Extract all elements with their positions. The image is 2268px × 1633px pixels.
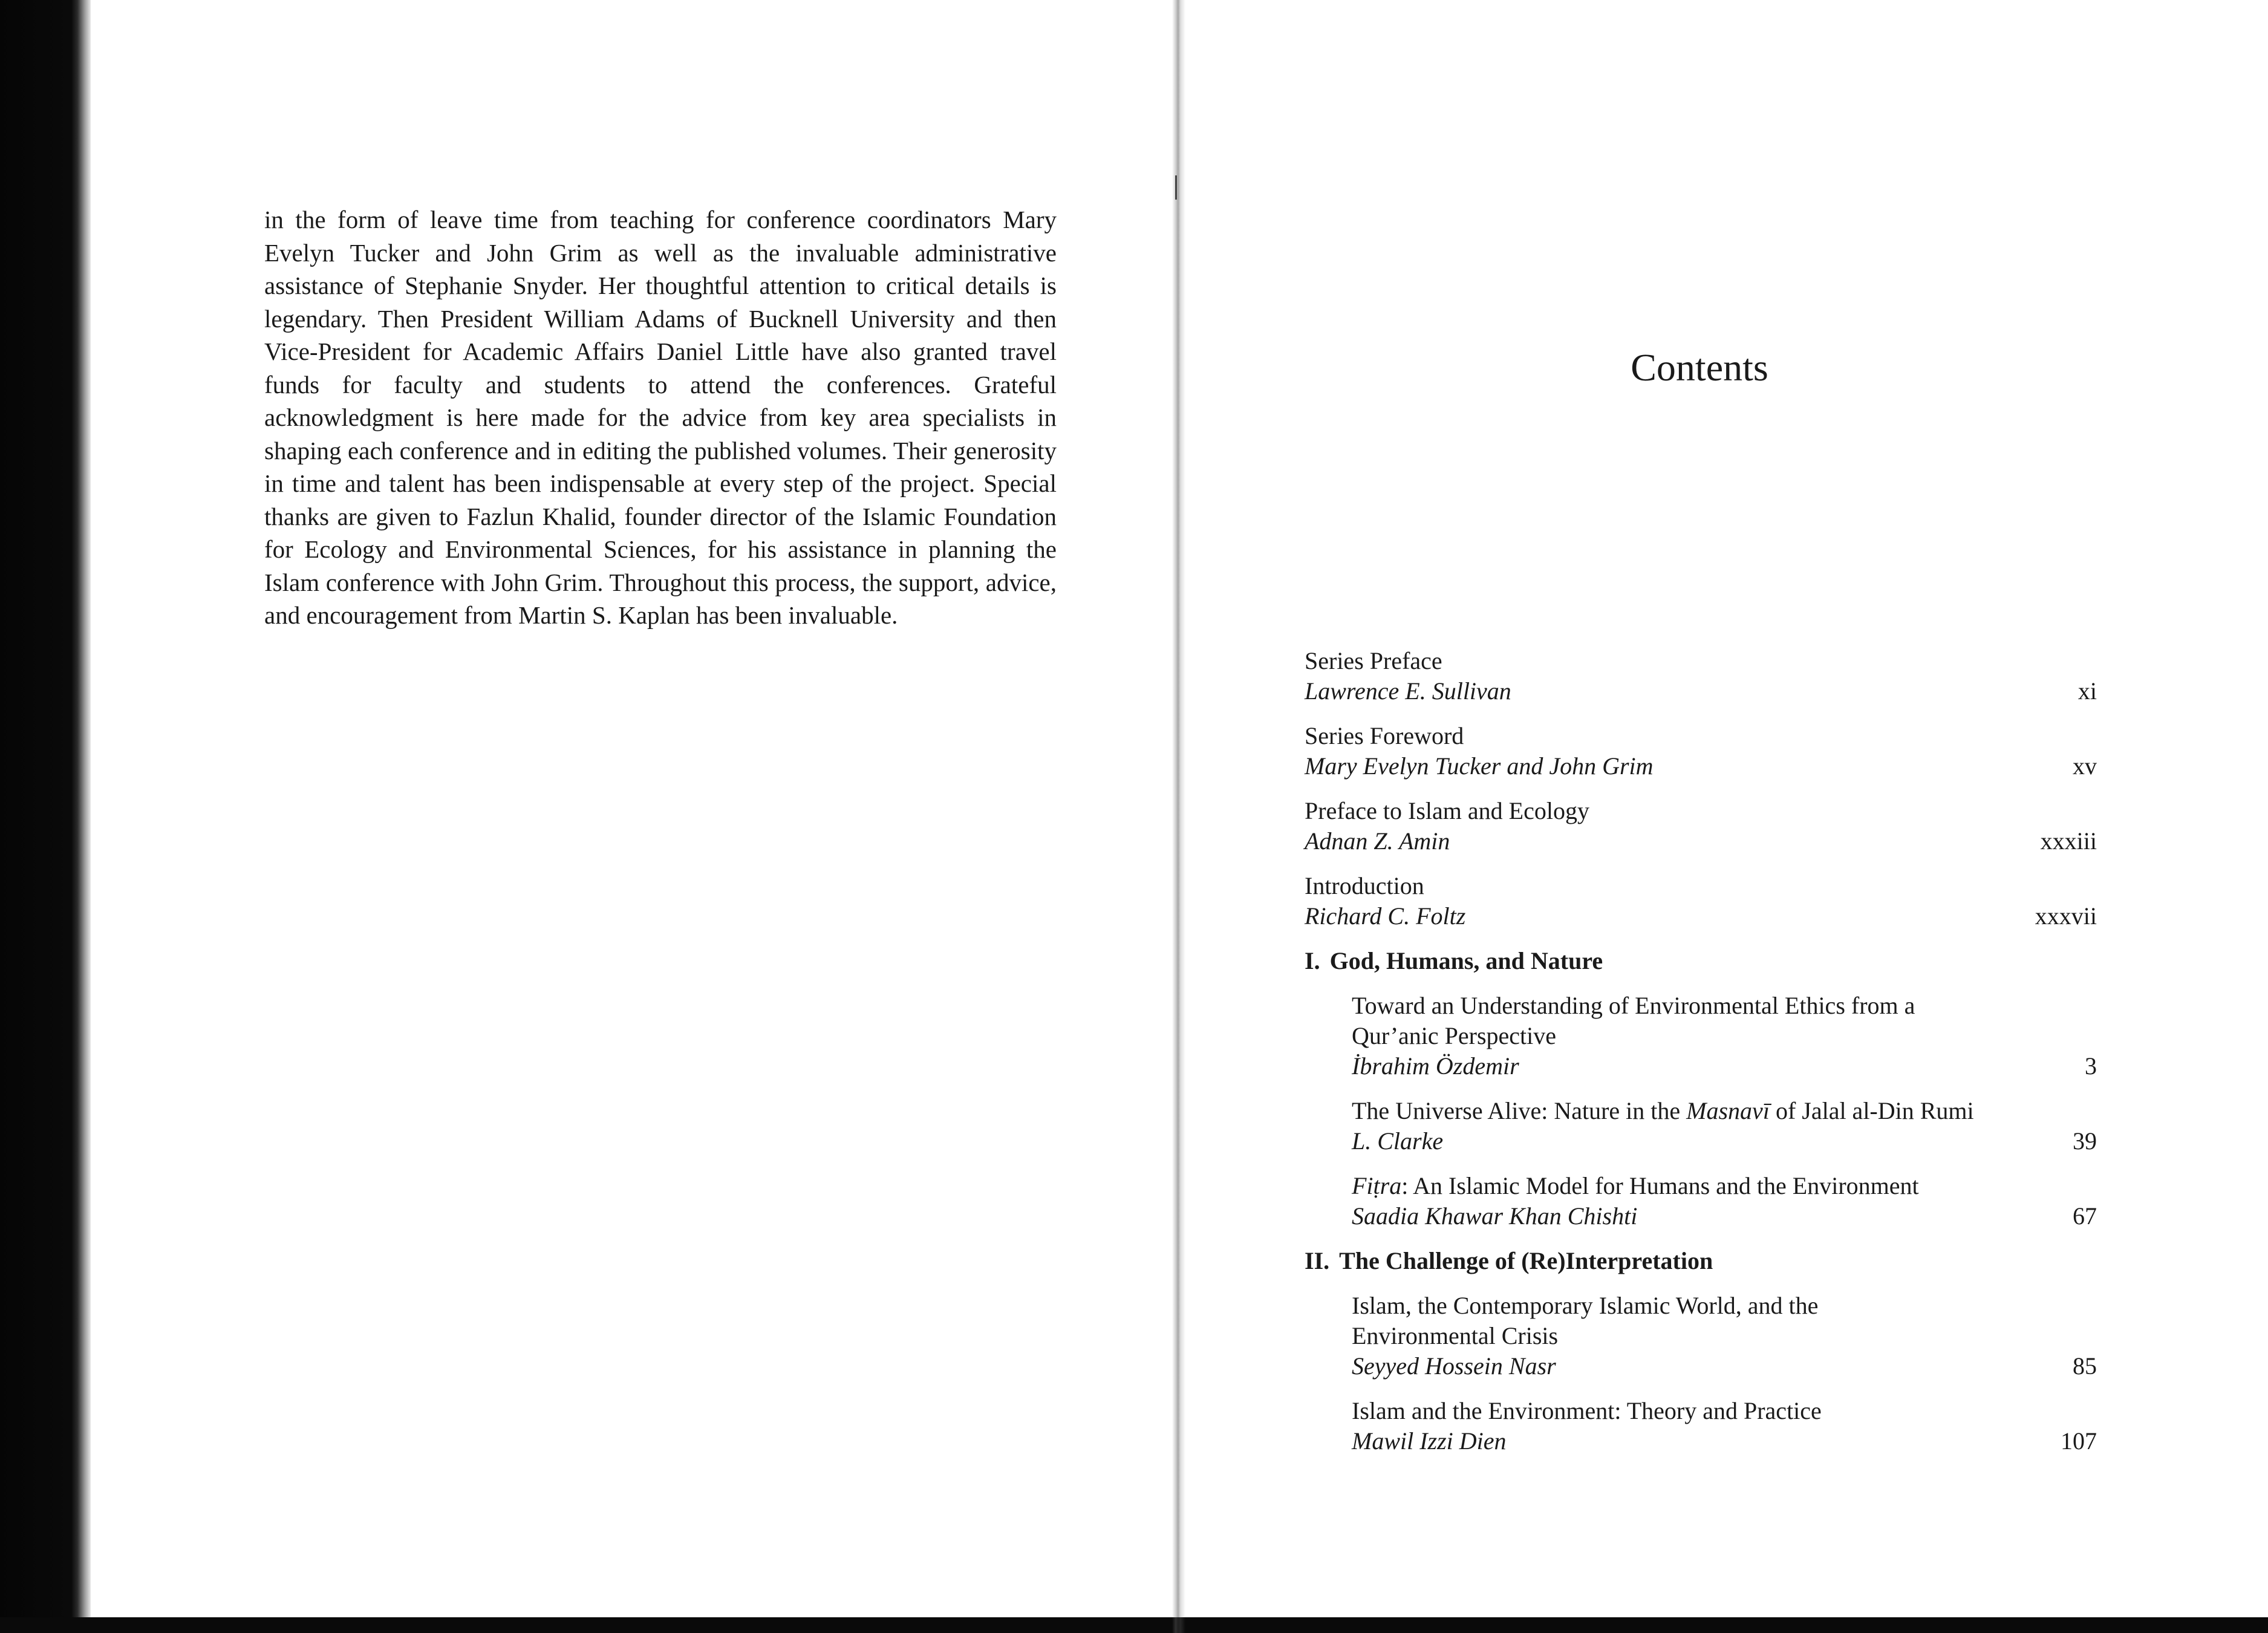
chapter-title <box>1352 1171 2097 1201</box>
toc-entry-author: Adnan Z. Amin <box>1305 827 1450 855</box>
chapter-page: 85 <box>2073 1352 2097 1380</box>
scan-bottom-edge <box>0 1617 2268 1633</box>
chapter-title <box>1352 1096 1976 1126</box>
toc-section-heading[interactable] <box>1305 1246 2097 1276</box>
toc-entry-author: Richard C. Foltz <box>1305 902 1466 930</box>
toc-entry-introduction[interactable] <box>1305 871 2097 931</box>
chapter-page: 39 <box>2073 1127 2097 1155</box>
left-page <box>264 203 1057 632</box>
book-gutter <box>1172 0 1185 1633</box>
chapter-title-text: Islam and the Environment: Theory and Practice <box>1352 1397 1822 1424</box>
toc-entry-page: xxxvii <box>2035 902 2097 930</box>
toc-chapter[interactable] <box>1305 1096 2097 1156</box>
toc-entry-preface[interactable] <box>1305 796 2097 856</box>
chapter-title-text: The Universe Alive: Nature in the <box>1352 1097 1687 1124</box>
toc-chapter[interactable] <box>1305 1291 2097 1381</box>
chapter-author: Saadia Khawar Khan Chishti <box>1352 1202 1638 1230</box>
page-title: Contents <box>1631 346 1768 389</box>
chapter-title-text: Toward an Understanding of Environmental Ethics from a Qur’anic Perspective <box>1352 992 1915 1049</box>
chapter-page: 67 <box>2073 1202 2097 1230</box>
chapter-author: İbrahim Özdemir <box>1352 1052 1519 1080</box>
toc-entry-page: xxxiii <box>2040 827 2097 855</box>
toc-entry-page: xi <box>2077 677 2097 705</box>
section-number: II. <box>1305 1247 1330 1274</box>
toc-entry-title: Preface to Islam and Ecology <box>1305 797 1589 824</box>
scan-left-edge <box>0 0 91 1633</box>
gutter-mark <box>1175 175 1177 200</box>
chapter-title-italic: Fiṭra <box>1352 1172 1402 1199</box>
toc-entry-author: Lawrence E. Sullivan <box>1305 677 1511 705</box>
section-number: I. <box>1305 947 1320 974</box>
chapter-title-text: : An Islamic Model for Humans and the Environment <box>1401 1172 1919 1199</box>
chapter-author: L. Clarke <box>1352 1127 1444 1155</box>
chapter-title <box>1352 1291 1843 1351</box>
chapter-title-text: of Jalal al-Din Rumi <box>1769 1097 1974 1124</box>
section-title: God, Humans, and Nature <box>1329 947 1603 974</box>
toc-entry-author: Mary Evelyn Tucker and John Grim <box>1305 752 1654 780</box>
toc-entry-title: Introduction <box>1305 872 1424 899</box>
chapter-author: Seyyed Hossein Nasr <box>1352 1352 1556 1380</box>
toc-section-heading[interactable] <box>1305 946 2097 976</box>
section-title: The Challenge of (Re)Interpretation <box>1339 1247 1713 1274</box>
toc-chapter[interactable] <box>1305 1171 2097 1231</box>
toc-entry-series-foreword[interactable] <box>1305 721 2097 781</box>
toc-entry-series-preface[interactable] <box>1305 646 2097 706</box>
table-of-contents <box>1305 646 2097 1471</box>
chapter-page: 107 <box>2061 1427 2097 1455</box>
chapter-page: 3 <box>2085 1052 2097 1080</box>
chapter-author: Mawil Izzi Dien <box>1352 1427 1507 1455</box>
toc-entry-title: Series Preface <box>1305 647 1442 674</box>
chapter-title <box>1352 1396 1976 1426</box>
toc-entry-page: xv <box>2073 752 2097 780</box>
toc-chapter[interactable] <box>1305 991 2097 1081</box>
chapter-title-italic: Masnavī <box>1686 1097 1770 1124</box>
chapter-title <box>1352 991 1976 1051</box>
acknowledgment-paragraph: in the form of leave time from teaching for conference coordinators Mary Evelyn Tucker and John Grim as well as the invaluable administrative assistance of Stephanie Snyder. Her thoughtful attention to critical details is legendary. Then President William Adams of Bucknell University and then Vice-President for Academic Affairs Daniel Little have also granted travel funds for faculty and students to attend the conferences. Grateful acknowledgment is here made for the advice from key area specialists in shaping each conference and in editing the published volumes. Their generosity in time and talent has been indispensable at every step of the project. Special thanks are given to Fazlun Khalid, founder director of the Islamic Foundation for Ecology and Environmental Sciences, for his assistance in planning the Islam conference with John Grim. Throughout this process, the support, advice, and encouragement from Martin S. Kaplan has been invaluable. <box>264 206 1057 629</box>
toc-chapter[interactable] <box>1305 1396 2097 1456</box>
chapter-title-text: Islam, the Contemporary Islamic World, and the Environmental Crisis <box>1352 1292 1819 1349</box>
toc-entry-title: Series Foreword <box>1305 722 1464 749</box>
